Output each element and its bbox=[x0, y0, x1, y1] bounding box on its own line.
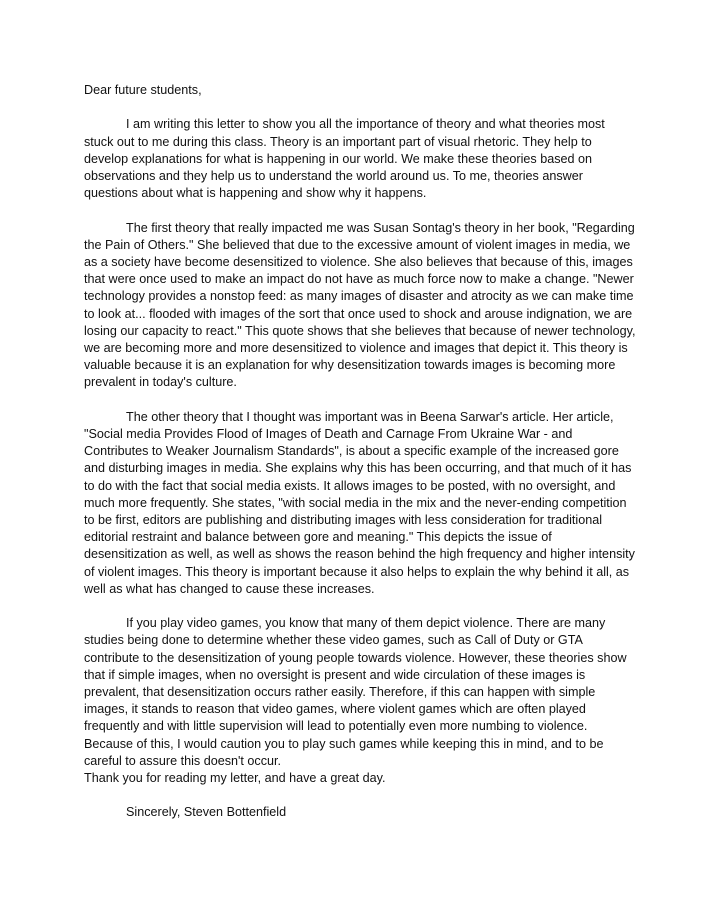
letter-body bbox=[84, 82, 636, 822]
signature: Sincerely, Steven Bottenfield bbox=[126, 805, 287, 820]
paragraph-video-games: If you play video games, you know that many of them depict violence. There are many studies being done to determine whether these video games, such as Call of Duty or GTA contribute to the desensitization of young people towards violence. However, these theories show that if simple images, when no oversight is present and wide circulation of these images is prevalent, that desensitization occurs rather easily. Therefore, if this can happen with simple images, it stands to reason that video games, where violent games which are often played frequently and with little supervision will lead to potentially even more numbing to violence. Because of this, I would caution you to play such games while keeping this in mind, and to be careful to assure this doesn't occur. bbox=[84, 616, 627, 768]
closing-line: Thank you for reading my letter, and have a great day. bbox=[84, 771, 386, 786]
salutation: Dear future students, bbox=[84, 83, 202, 97]
paragraph-introduction: I am writing this letter to show you all the importance of theory and what theories most stuck out to me during this class. Theory is an important part of visual rhetoric. They help to develop explanations for what is happening in our world. We make these theories based on observations and they help us to understand the world around us. To me, theories answer questions about what is happening and show why it happens. bbox=[84, 117, 605, 201]
paragraph-sontag-theory: The first theory that really impacted me was Susan Sontag's theory in her book, "Regarding the Pain of Others." She believed that due to the excessive amount of violent images in media, we as a society have become desensitized to violence. She also believes that because of this, images that were once used to make an impact do not have as much force now to make a change. "Newer technology provides a nonstop feed: as many images of disaster and atrocity as we can make time to look at... flooded with images of the sort that once used to shock and arouse indignation, we are losing our capacity to react." This quote shows that she believes that because of newer technology, we are becoming more and more desensitized to violence and images that depict it. This theory is valuable because it is an explanation for why desensitization towards images is becoming more prevalent in today's culture. bbox=[84, 220, 636, 390]
paragraph-sarwar-theory: The other theory that I thought was important was in Beena Sarwar's article. Her article, "Social media Provides Flood of Images of Death and Carnage From Ukraine War - and Contributes to Weaker Journalism Standards", is about a specific example of the increased gore and disturbing images in media. She explains why this has been occurring, and that much of it has to do with the fact that social media exists. It allows images to be posted, with no oversight, and much more frequently. She states, "with social media in the mix and the never-ending competition to be first, editors are publishing and distributing images with less consideration for traditional editorial restraint and balance between gore and meaning." This depicts the issue of desensitization as well, as well as shows the reason behind the high frequency and higher intensity of violent images. This theory is important because it also helps to explain the why behind it all, as well as what has changed to cause these increases. bbox=[84, 409, 635, 596]
